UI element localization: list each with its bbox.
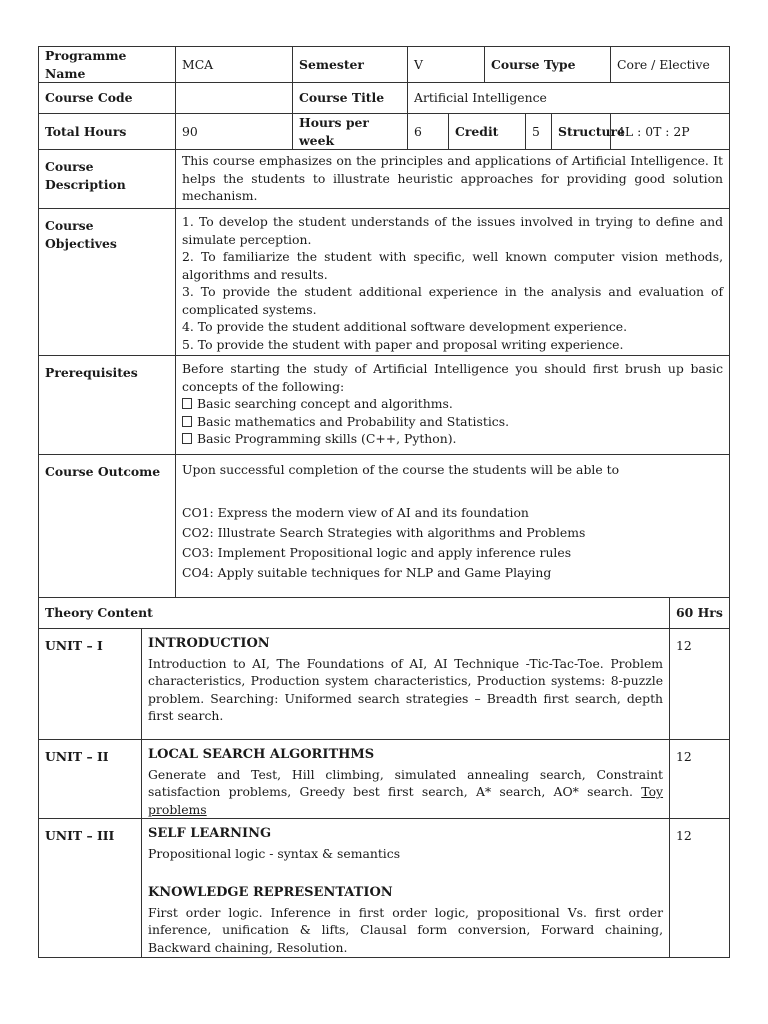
- unit-text-wrap: [148, 766, 663, 819]
- unit-content: [142, 740, 670, 819]
- outcome-code: CO2:: [182, 524, 214, 540]
- row-objectives: [39, 209, 730, 356]
- programme-name-label: Programme Name: [39, 47, 176, 83]
- hours-per-week-label: Hours per week: [293, 114, 408, 150]
- unit-hours: 12: [670, 629, 730, 740]
- course-title-value: Artificial Intelligence: [408, 83, 730, 114]
- unit-title-2: KNOWLEDGE REPRESENTATION: [148, 885, 393, 900]
- outcome-label: Course Outcome: [39, 455, 176, 598]
- row-unit-2: [39, 740, 730, 819]
- unit-label: UNIT – III: [39, 819, 142, 958]
- structure-label: Structure: [552, 114, 611, 150]
- outcome-content: [176, 455, 730, 598]
- course-syllabus-sheet: [38, 46, 729, 958]
- prerequisite-item: [182, 430, 723, 448]
- unit-label: UNIT – I: [39, 629, 142, 740]
- unit-content: [142, 629, 670, 740]
- unit-title: LOCAL SEARCH ALGORITHMS: [148, 747, 375, 762]
- prerequisites-label: Prerequisites: [39, 356, 176, 455]
- outcome-code: CO3:: [182, 544, 214, 560]
- row-unit-3: [39, 819, 730, 958]
- unit-text: Propositional logic - syntax & semantics: [148, 845, 401, 861]
- row-total-hours: [39, 114, 730, 150]
- checkbox-square-icon: [182, 416, 192, 427]
- unit-hours: 12: [670, 819, 730, 958]
- row-outcome: [39, 455, 730, 598]
- outcome-item: [182, 543, 723, 563]
- unit-label: UNIT – II: [39, 740, 142, 819]
- credit-label: Credit: [449, 114, 526, 150]
- row-theory-content: [39, 598, 730, 629]
- total-hours-label: Total Hours: [39, 114, 176, 150]
- outcome-text: Illustrate Search Strategies with algorithms and Problems: [217, 524, 586, 540]
- prerequisite-text: Basic searching concept and algorithms.: [197, 396, 453, 411]
- prerequisite-item: [182, 395, 723, 413]
- row-description: [39, 150, 730, 209]
- course-type-label: Course Type: [485, 47, 611, 83]
- prerequisites-intro: Before starting the study of Artificial Intelligence you should first brush up basic concepts of the following:: [182, 361, 724, 394]
- unit-title: SELF LEARNING: [148, 826, 272, 841]
- prerequisite-text: Basic mathematics and Probability and Statistics.: [197, 413, 510, 429]
- objective-item: 1. To develop the student understands of the issues involved in trying to define and simulate perception.: [182, 214, 724, 247]
- objective-item: 3. To provide the student additional experience in the analysis and evaluation of complicated systems.: [182, 284, 724, 317]
- prerequisite-item: [182, 413, 723, 431]
- description-label: Course Description: [39, 150, 176, 209]
- outcome-text: Express the modern view of AI and its foundation: [217, 504, 529, 520]
- course-title-label: Course Title: [293, 83, 408, 114]
- unit-text-2: First order logic. Inference in first order logic, propositional Vs. first order inference, unification & lifts, Clausal form conversion, Forward chaining, Backward chaining, Resolution.: [148, 904, 664, 955]
- checkbox-square-icon: [182, 433, 192, 444]
- course-code-value: [176, 83, 293, 114]
- programme-name-value: MCA: [176, 47, 293, 83]
- row-course-code: [39, 83, 730, 114]
- row-unit-1: [39, 629, 730, 740]
- objective-item: 4. To provide the student additional software development experience.: [182, 319, 628, 334]
- checkbox-square-icon: [182, 398, 192, 409]
- course-type-value: Core / Elective: [611, 47, 730, 83]
- outcome-item: [182, 563, 723, 583]
- prerequisite-text: Basic Programming skills (C++, Python).: [197, 431, 457, 446]
- outcome-text: Apply suitable techniques for NLP and Game Playing: [217, 564, 552, 580]
- semester-label: Semester: [293, 47, 408, 83]
- syllabus-table: [38, 46, 730, 958]
- course-code-label: Course Code: [39, 83, 176, 114]
- unit-content: [142, 819, 670, 958]
- row-programme: [39, 47, 730, 83]
- objective-item: 5. To provide the student with paper and proposal writing experience.: [182, 336, 624, 352]
- unit-underlined-text: Toy problems: [148, 784, 664, 817]
- row-prerequisites: [39, 356, 730, 455]
- outcome-intro: Upon successful completion of the course the students will be able to: [182, 462, 620, 477]
- outcome-item: [182, 523, 723, 543]
- credit-value: 5: [526, 114, 552, 150]
- objectives-label: Course Objectives: [39, 209, 176, 356]
- semester-value: V: [408, 47, 485, 83]
- theory-content-label: Theory Content: [39, 598, 670, 629]
- theory-hours: 60 Hrs: [670, 598, 730, 629]
- total-hours-value: 90: [176, 114, 293, 150]
- hours-per-week-value: 6: [408, 114, 449, 150]
- structure-value: 4L : 0T : 2P: [611, 114, 730, 150]
- unit-hours: 12: [670, 740, 730, 819]
- unit-text: Introduction to AI, The Foundations of AI, AI Technique -Tic-Tac-Toe. Problem characteristics, Production system characteristics, Production systems: 8-puzzle problem. Searching: Uniformed search strategies – Breadth first search, depth first search.: [148, 655, 664, 723]
- outcome-text: Implement Propositional logic and apply inference rules: [217, 544, 572, 560]
- description-text: This course emphasizes on the principles and applications of Artificial Intelligence. It helps the students to illustrate heuristic approaches for providing good solution mechanism.: [176, 150, 730, 209]
- objectives-list: [176, 209, 730, 356]
- objective-item: 2. To familiarize the student with specific, well known computer vision methods, algorithms and results.: [182, 249, 724, 282]
- outcome-item: [182, 503, 723, 523]
- outcome-code: CO1:: [182, 504, 214, 520]
- outcome-code: CO4:: [182, 564, 214, 580]
- prerequisites-content: [176, 356, 730, 455]
- unit-text: Generate and Test, Hill climbing, simulated annealing search, Constraint satisfaction problems, Greedy best first search, A* search, AO* search.: [148, 766, 664, 799]
- unit-title: INTRODUCTION: [148, 636, 270, 651]
